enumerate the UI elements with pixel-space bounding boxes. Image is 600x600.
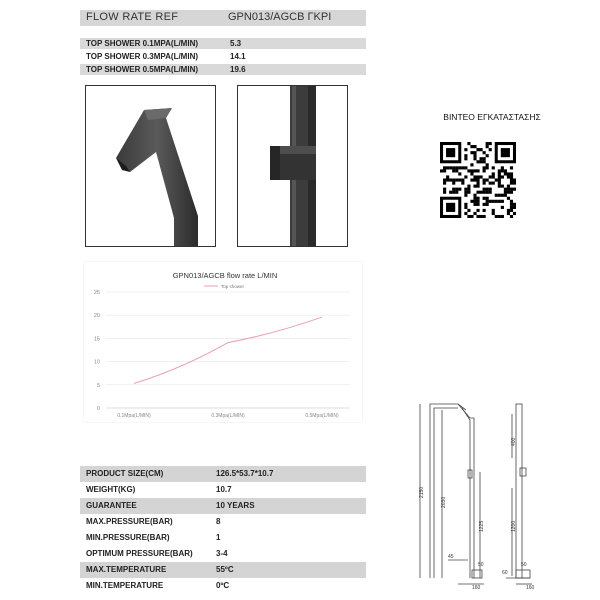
handle-photo-graphic — [238, 86, 347, 246]
dim-total-height: 2150 — [419, 486, 425, 498]
qr-module — [507, 209, 510, 212]
dim-side-base-a: 50 — [521, 562, 527, 568]
qr-module — [473, 178, 476, 181]
spec-value: 10 YEARS — [216, 501, 255, 510]
qr-module — [483, 151, 486, 154]
qr-module — [492, 209, 495, 212]
spec-label: PRODUCT SIZE(CM) — [86, 469, 164, 478]
spout-photo-graphic — [86, 86, 215, 246]
flow-rate-row — [80, 64, 366, 75]
qr-module — [476, 182, 479, 185]
qr-module — [501, 166, 504, 169]
qr-module — [473, 157, 476, 160]
qr-module — [476, 169, 479, 172]
y-tick-label: 25 — [93, 290, 100, 296]
qr-module — [498, 172, 501, 175]
qr-module — [446, 175, 449, 178]
flow-rate-label: TOP SHOWER 0.1MPA(L/MIN) — [86, 39, 199, 48]
qr-module — [510, 166, 513, 169]
qr-module — [513, 178, 516, 181]
qr-module — [476, 209, 479, 212]
qr-module — [452, 182, 455, 185]
qr-module — [510, 182, 513, 185]
qr-module — [476, 175, 479, 178]
qr-module — [507, 175, 510, 178]
qr-module — [513, 182, 516, 185]
qr-module — [467, 185, 470, 188]
qr-module — [510, 215, 513, 218]
spec-label: OPTIMUM PRESSURE(BAR) — [86, 549, 193, 558]
qr-module — [458, 172, 461, 175]
qr-code-graphic — [440, 142, 516, 218]
installation-video-label: ΒΙΝΤΕΟ ΕΓΚΑΤΑΣΤΑΣΗΣ — [443, 112, 541, 122]
qr-module — [501, 185, 504, 188]
dim-side-width: 160 — [526, 585, 535, 590]
flow-rate-label: TOP SHOWER 0.5MPA(L/MIN) — [86, 65, 199, 74]
qr-module — [486, 203, 489, 206]
qr-module — [464, 157, 467, 160]
spec-row — [80, 562, 366, 578]
spec-label: GUARANTEE — [86, 501, 137, 510]
qr-module — [473, 145, 476, 148]
qr-module — [443, 188, 446, 191]
dim-spout-height: 400 — [511, 437, 517, 446]
qr-module — [498, 215, 501, 218]
flow-rate-label: TOP SHOWER 0.3MPA(L/MIN) — [86, 52, 199, 61]
qr-module — [501, 200, 504, 203]
qr-module — [486, 178, 489, 181]
spec-row — [80, 482, 366, 498]
qr-module — [489, 191, 492, 194]
flow-rate-value: 14.1 — [230, 52, 246, 61]
y-tick-label: 20 — [93, 313, 100, 320]
qr-module — [464, 175, 467, 178]
qr-module — [510, 188, 513, 191]
qr-module — [464, 206, 467, 209]
qr-module — [455, 188, 458, 191]
qr-module — [483, 178, 486, 181]
qr-module — [501, 169, 504, 172]
qr-module — [443, 166, 446, 169]
qr-module — [489, 142, 492, 145]
qr-module — [452, 169, 455, 172]
qr-module — [480, 175, 483, 178]
flow-rate-chart-svg — [84, 262, 362, 422]
spec-value: 126.5*53.7*10.7 — [216, 469, 274, 478]
qr-module — [483, 191, 486, 194]
qr-module — [507, 185, 510, 188]
qr-module — [486, 188, 489, 191]
qr-module — [507, 172, 510, 175]
spec-row — [80, 466, 366, 482]
flow-rate-value: 19.6 — [230, 65, 246, 74]
qr-module — [486, 166, 489, 169]
qr-module — [476, 191, 479, 194]
qr-module — [449, 166, 452, 169]
front-drawing-graphic — [418, 398, 498, 590]
qr-module — [443, 191, 446, 194]
qr-module — [498, 185, 501, 188]
qr-module — [464, 154, 467, 157]
qr-module — [483, 215, 486, 218]
spec-value: 3-4 — [216, 549, 228, 558]
qr-module — [483, 188, 486, 191]
qr-module — [473, 175, 476, 178]
qr-module — [473, 151, 476, 154]
spec-label: WEIGHT(KG) — [86, 485, 136, 494]
qr-module — [501, 194, 504, 197]
dim-inner-height: 2030 — [441, 496, 447, 508]
qr-module — [455, 166, 458, 169]
qr-module — [492, 175, 495, 178]
qr-module — [501, 206, 504, 209]
qr-module — [513, 212, 516, 215]
model-code: GPN013/AGCB ΓΚΡΙ — [228, 11, 332, 23]
x-tick-label: 0.5Mpa(L/MIN) — [305, 413, 339, 419]
qr-module — [464, 148, 467, 151]
y-tick-label: 10 — [93, 359, 100, 366]
dim-base-width: 160 — [472, 585, 481, 590]
qr-module — [495, 194, 498, 197]
qr-code[interactable] — [440, 142, 516, 218]
qr-module — [507, 212, 510, 215]
chart-title: GPN013/AGCB flow rate L/MIN — [172, 271, 278, 280]
qr-module — [458, 166, 461, 169]
qr-module — [492, 200, 495, 203]
qr-module — [476, 178, 479, 181]
dim-right-height: 1200 — [511, 520, 517, 532]
qr-module — [480, 148, 483, 151]
flow-rate-value: 5.3 — [230, 39, 242, 48]
spec-label: MAX.TEMPERATURE — [86, 565, 167, 574]
qr-module — [507, 188, 510, 191]
qr-module — [449, 191, 452, 194]
qr-module — [498, 169, 501, 172]
spec-row — [80, 530, 366, 546]
dim-handle-height: 1225 — [479, 520, 485, 532]
qr-module — [470, 215, 473, 218]
qr-module — [480, 160, 483, 163]
qr-module — [467, 169, 470, 172]
qr-module — [467, 209, 470, 212]
spec-value: 1 — [216, 533, 221, 542]
qr-module — [483, 166, 486, 169]
qr-module — [476, 215, 479, 218]
qr-finder-pattern — [446, 203, 455, 212]
qr-module — [446, 178, 449, 181]
qr-module — [476, 185, 479, 188]
qr-module — [464, 194, 467, 197]
qr-module — [483, 209, 486, 212]
qr-module — [483, 160, 486, 163]
qr-module — [473, 154, 476, 157]
qr-module — [489, 188, 492, 191]
qr-module — [483, 203, 486, 206]
qr-module — [476, 160, 479, 163]
qr-module — [504, 188, 507, 191]
qr-module — [449, 178, 452, 181]
spec-label: MIN.PRESSURE(BAR) — [86, 533, 170, 542]
qr-module — [476, 197, 479, 200]
qr-module — [510, 209, 513, 212]
qr-module — [458, 188, 461, 191]
qr-module — [489, 148, 492, 151]
qr-module — [483, 169, 486, 172]
spec-value: 8 — [216, 517, 221, 526]
y-tick-label: 15 — [93, 336, 100, 343]
series-line-top-shower — [134, 317, 322, 383]
qr-module — [464, 191, 467, 194]
qr-module — [458, 178, 461, 181]
qr-module — [461, 178, 464, 181]
qr-module — [470, 178, 473, 181]
qr-module — [473, 169, 476, 172]
qr-module — [443, 182, 446, 185]
qr-module — [446, 166, 449, 169]
qr-module — [470, 169, 473, 172]
qr-module — [510, 200, 513, 203]
qr-module — [498, 182, 501, 185]
qr-module — [452, 188, 455, 191]
qr-module — [504, 191, 507, 194]
qr-module — [473, 212, 476, 215]
qr-module — [504, 172, 507, 175]
qr-module — [470, 151, 473, 154]
qr-module — [455, 169, 458, 172]
qr-module — [498, 175, 501, 178]
qr-module — [470, 145, 473, 148]
qr-module — [464, 203, 467, 206]
qr-module — [467, 188, 470, 191]
qr-module — [498, 194, 501, 197]
qr-module — [476, 203, 479, 206]
qr-module — [507, 197, 510, 200]
qr-module — [464, 188, 467, 191]
spec-label: MAX.PRESSURE(BAR) — [86, 517, 173, 526]
qr-module — [513, 188, 516, 191]
technical-drawing-side — [500, 398, 544, 590]
qr-module — [470, 172, 473, 175]
qr-module — [504, 169, 507, 172]
dim-base-a: 50 — [478, 562, 484, 568]
qr-module — [495, 200, 498, 203]
qr-module — [510, 203, 513, 206]
qr-module — [513, 206, 516, 209]
qr-module — [486, 200, 489, 203]
qr-module — [498, 200, 501, 203]
x-tick-label: 0.1Mpa(L/MIN) — [117, 413, 151, 419]
product-photo-handle — [237, 85, 348, 247]
qr-module — [486, 191, 489, 194]
qr-module — [486, 154, 489, 157]
spec-row — [80, 514, 366, 530]
qr-module — [501, 175, 504, 178]
product-photo-spout — [85, 85, 216, 247]
qr-module — [464, 166, 467, 169]
qr-module — [461, 182, 464, 185]
qr-module — [455, 178, 458, 181]
qr-module — [489, 200, 492, 203]
flow-rate-row — [80, 51, 366, 62]
qr-module — [510, 172, 513, 175]
qr-module — [486, 197, 489, 200]
qr-module — [461, 166, 464, 169]
spec-value: 10.7 — [216, 485, 232, 494]
spec-value: 55ºC — [216, 565, 234, 574]
legend-label: Top shower — [221, 284, 245, 289]
spec-value: 0ºC — [216, 581, 230, 590]
qr-module — [483, 182, 486, 185]
qr-module — [486, 142, 489, 145]
qr-module — [473, 200, 476, 203]
qr-module — [507, 191, 510, 194]
qr-module — [492, 166, 495, 169]
qr-module — [513, 203, 516, 206]
technical-drawing-front — [418, 398, 498, 590]
qr-module — [492, 172, 495, 175]
y-tick-label: 5 — [96, 382, 100, 389]
qr-module — [510, 206, 513, 209]
qr-module — [480, 215, 483, 218]
dim-base-offset: 45 — [448, 554, 454, 560]
flow-rate-row — [80, 38, 366, 49]
qr-module — [510, 175, 513, 178]
qr-module — [480, 191, 483, 194]
qr-module — [473, 194, 476, 197]
dim-side-base-b: 60 — [502, 570, 508, 576]
qr-module — [473, 197, 476, 200]
side-drawing-graphic — [500, 398, 544, 590]
qr-module — [467, 215, 470, 218]
qr-module — [501, 215, 504, 218]
qr-module — [467, 142, 470, 145]
qr-module — [440, 169, 443, 172]
spec-label: MIN.TEMPERATURE — [86, 581, 164, 590]
qr-module — [498, 178, 501, 181]
flow-rate-chart — [84, 262, 362, 422]
qr-module — [495, 178, 498, 181]
qr-module — [492, 212, 495, 215]
qr-module — [480, 157, 483, 160]
spec-row — [80, 578, 366, 594]
qr-module — [443, 169, 446, 172]
spec-row — [80, 546, 366, 562]
qr-module — [495, 215, 498, 218]
chart-legend — [204, 284, 245, 289]
qr-module — [452, 178, 455, 181]
y-tick-label: 0 — [96, 406, 100, 412]
qr-module — [467, 191, 470, 194]
qr-module — [452, 191, 455, 194]
qr-module — [486, 145, 489, 148]
qr-module — [470, 200, 473, 203]
qr-module — [443, 178, 446, 181]
qr-module — [473, 203, 476, 206]
qr-module — [464, 212, 467, 215]
qr-finder-pattern — [446, 148, 455, 157]
x-tick-label: 0.3Mpa(L/MIN) — [211, 413, 245, 419]
qr-module — [483, 197, 486, 200]
flow-rate-ref-label: FLOW RATE REF — [86, 11, 179, 23]
qr-finder-pattern — [501, 148, 510, 157]
qr-module — [452, 166, 455, 169]
flow-rate-header — [80, 10, 366, 26]
qr-module — [455, 191, 458, 194]
spec-row — [80, 498, 366, 514]
qr-module — [492, 182, 495, 185]
qr-module — [504, 194, 507, 197]
qr-module — [489, 182, 492, 185]
qr-module — [476, 148, 479, 151]
qr-module — [473, 185, 476, 188]
qr-module — [470, 163, 473, 166]
qr-module — [510, 191, 513, 194]
qr-module — [476, 200, 479, 203]
qr-module — [510, 178, 513, 181]
qr-module — [486, 163, 489, 166]
qr-module — [489, 175, 492, 178]
qr-module — [483, 157, 486, 160]
